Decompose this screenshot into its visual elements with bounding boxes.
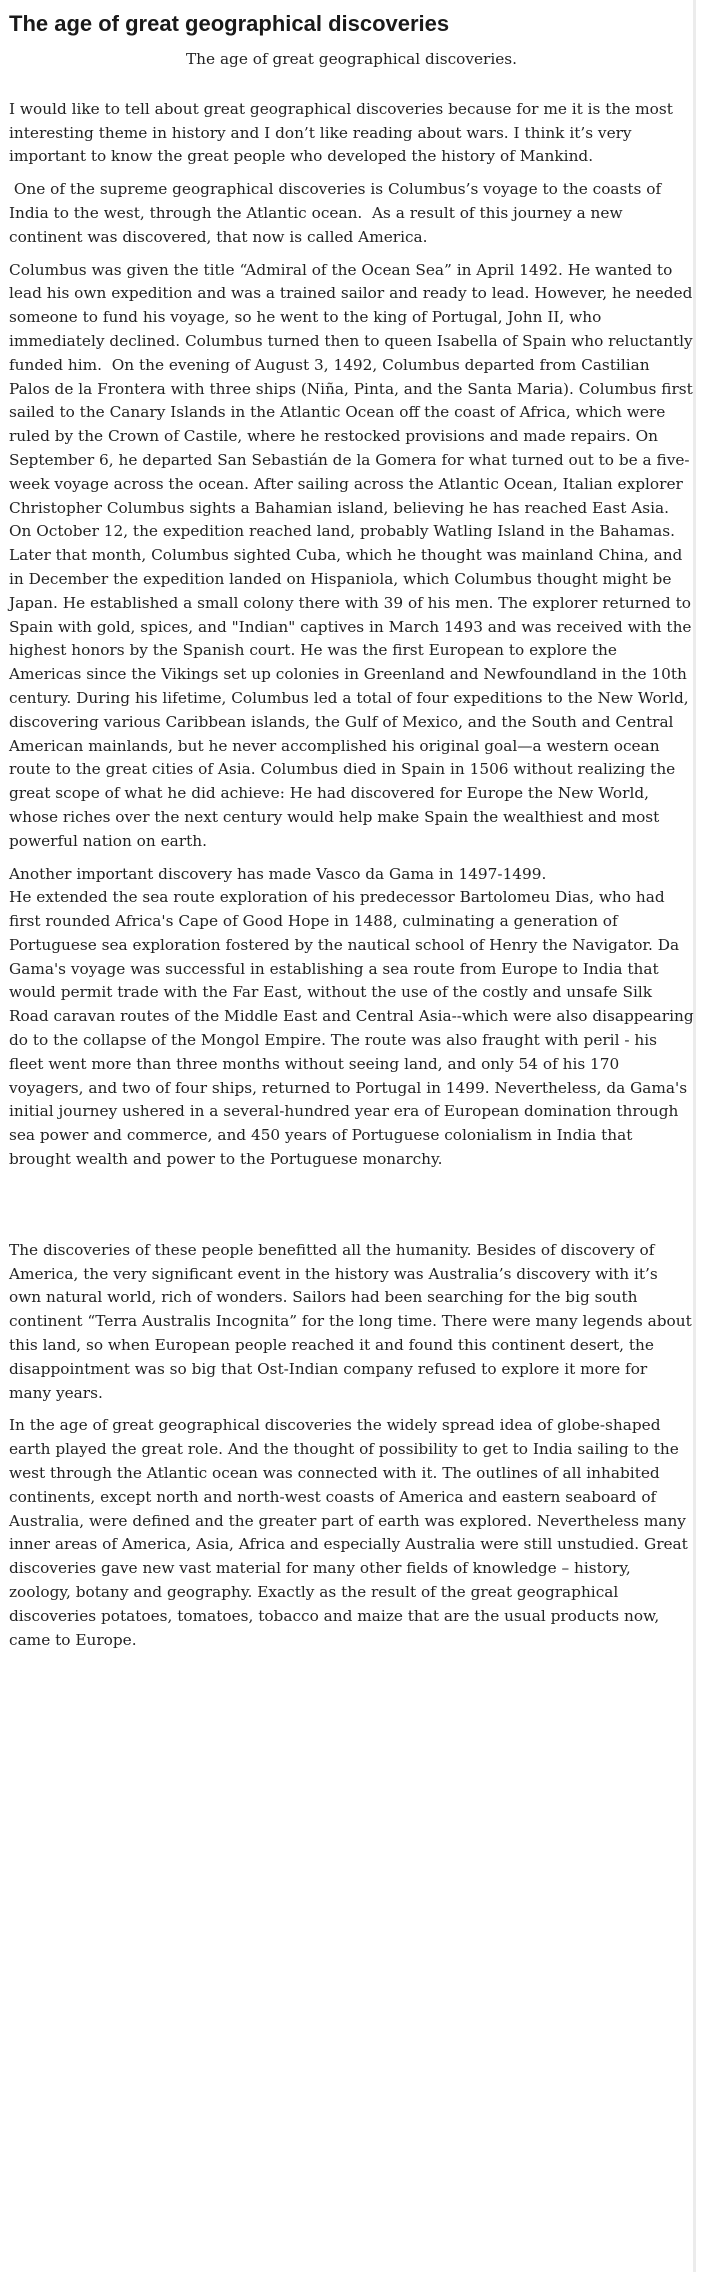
paragraph-conclusion: In the age of great geographical discoveries the widely spread idea of globe-shaped earth played the great role. And the thought of possibility to get to India sailing to the west through the Atlantic ocean was connected with it. The outlines of all inhabited continents, except north and north-west coasts of America and eastern seaboard of Australia, were defined and the greater part of earth was explored. Nevertheless many inner areas of America, Asia, Africa and especially Australia were still unstudied. Great discoveries gave new vast material for many other fields of knowledge – history, zoology, botany and geography. Exactly as the result of the great geographical discoveries potatoes, tomatoes, tobacco and maize that are the usual products now, came to Europe. bbox=[9, 1416, 693, 1649]
paragraph-australia: The discoveries of these people benefitted all the humanity. Besides of discovery of America, the very significant event in the history was Australia’s discovery with it’s own natural world, rich of wonders. Sailors had been searching for the big south continent “Terra Australis Incognita” for the long time. There were many legends about this land, so when European people reached it and found this continent desert, the disappointment was so big that Ost-Indian company refused to explore it more for many years. bbox=[9, 1240, 697, 1402]
article-body bbox=[9, 48, 698, 1661]
page-title: The age of great geographical discoveries bbox=[9, 11, 450, 36]
article-subtitle: The age of great geographical discoveries. bbox=[185, 50, 518, 68]
paragraph-columbus-intro: One of the supreme geographical discoveries is Columbus’s voyage to the coasts of India to the west, through the Atlantic ocean. As a result of this journey a new continent was discovered, that now is called America. bbox=[9, 180, 666, 246]
paragraph-vasco-da-gama: Another important discovery has made Vasco da Gama in 1497-1499. He extended the sea route exploration of his predecessor Bartolomeu Dias, who had first rounded Africa's Cape of Good Hope in 1488, culminating a generation of Portuguese sea exploration fostered by the nautical school of Henry the Navigator. Da Gama's voyage was successful in establishing a sea route from Europe to India that would permit trade with the Far East, without the use of the costly and unsafe Silk Road caravan routes of the Middle East and Central Asia--which were also disappearing do to the collapse of the Mongol Empire. The route was also fraught with peril - his fleet went more than three months without seeing land, and only 54 of his 170 voyagers, and two of four ships, returned to Portugal in 1499. Nevertheless, da Gama's initial journey ushered in a several-hundred year era of European domination through sea power and commerce, and 450 years of Portuguese colonialism in India that brought wealth and power to the Portuguese monarchy. bbox=[9, 864, 694, 1169]
paragraph-columbus-voyage: Columbus was given the title “Admiral of the Ocean Sea” in April 1492. He wanted to lead his own expedition and was a trained sailor and ready to lead. However, he needed someone to fund his voyage, so he went to the king of Portugal, John II, who immediately declined. Columbus turned then to queen Isabella of Spain who reluctantly funded him. On the evening of August 3, 1492, Columbus departed from Castilian Palos de la Frontera with three ships (Niña, Pinta, and the Santa Maria). Columbus first sailed to the Canary Islands in the Atlantic Ocean off the coast of Africa, which were ruled by the Crown of Castile, where he restocked provisions and made repairs. On September 6, he departed San Sebastián de la Gomera for what turned out to be a five-week voyage across the ocean. After sailing across the Atlantic Ocean, Italian explorer Christopher Columbus sights a Bahamian island, believing he has reached East Asia. On October 12, the expedition reached land, probably Watling Island in the Bahamas. Later that month, Columbus sighted Cuba, which he thought was mainland China, and in December the expedition landed on Hispaniola, which Columbus thought might be Japan. He established a small colony there with 39 of his men. The explorer returned to Spain with gold, spices, and "Indian" captives in March 1493 and was received with the highest honors by the Spanish court. He was the first European to explore the Americas since the Vikings set up colonies in Greenland and Newfoundland in the 10th century. During his lifetime, Columbus led a total of four expeditions to the New World, discovering various Caribbean islands, the Gulf of Mexico, and the South and Central American mainlands, but he never accomplished his original goal—a western ocean route to the great cities of Asia. Columbus died in Spain in 1506 without realizing the great scope of what he did achieve: He had discovered for Europe the New World, whose riches over the next century would help make Spain the wealthiest and most powerful nation on earth. bbox=[9, 260, 698, 850]
paragraph-intro: I would like to tell about great geographical discoveries because for me it is the most interesting theme in history and I don’t like reading about wars. I think it’s very important to know the great people who developed the history of Mankind. bbox=[9, 99, 678, 166]
paragraph-spacer bbox=[9, 1181, 694, 1239]
